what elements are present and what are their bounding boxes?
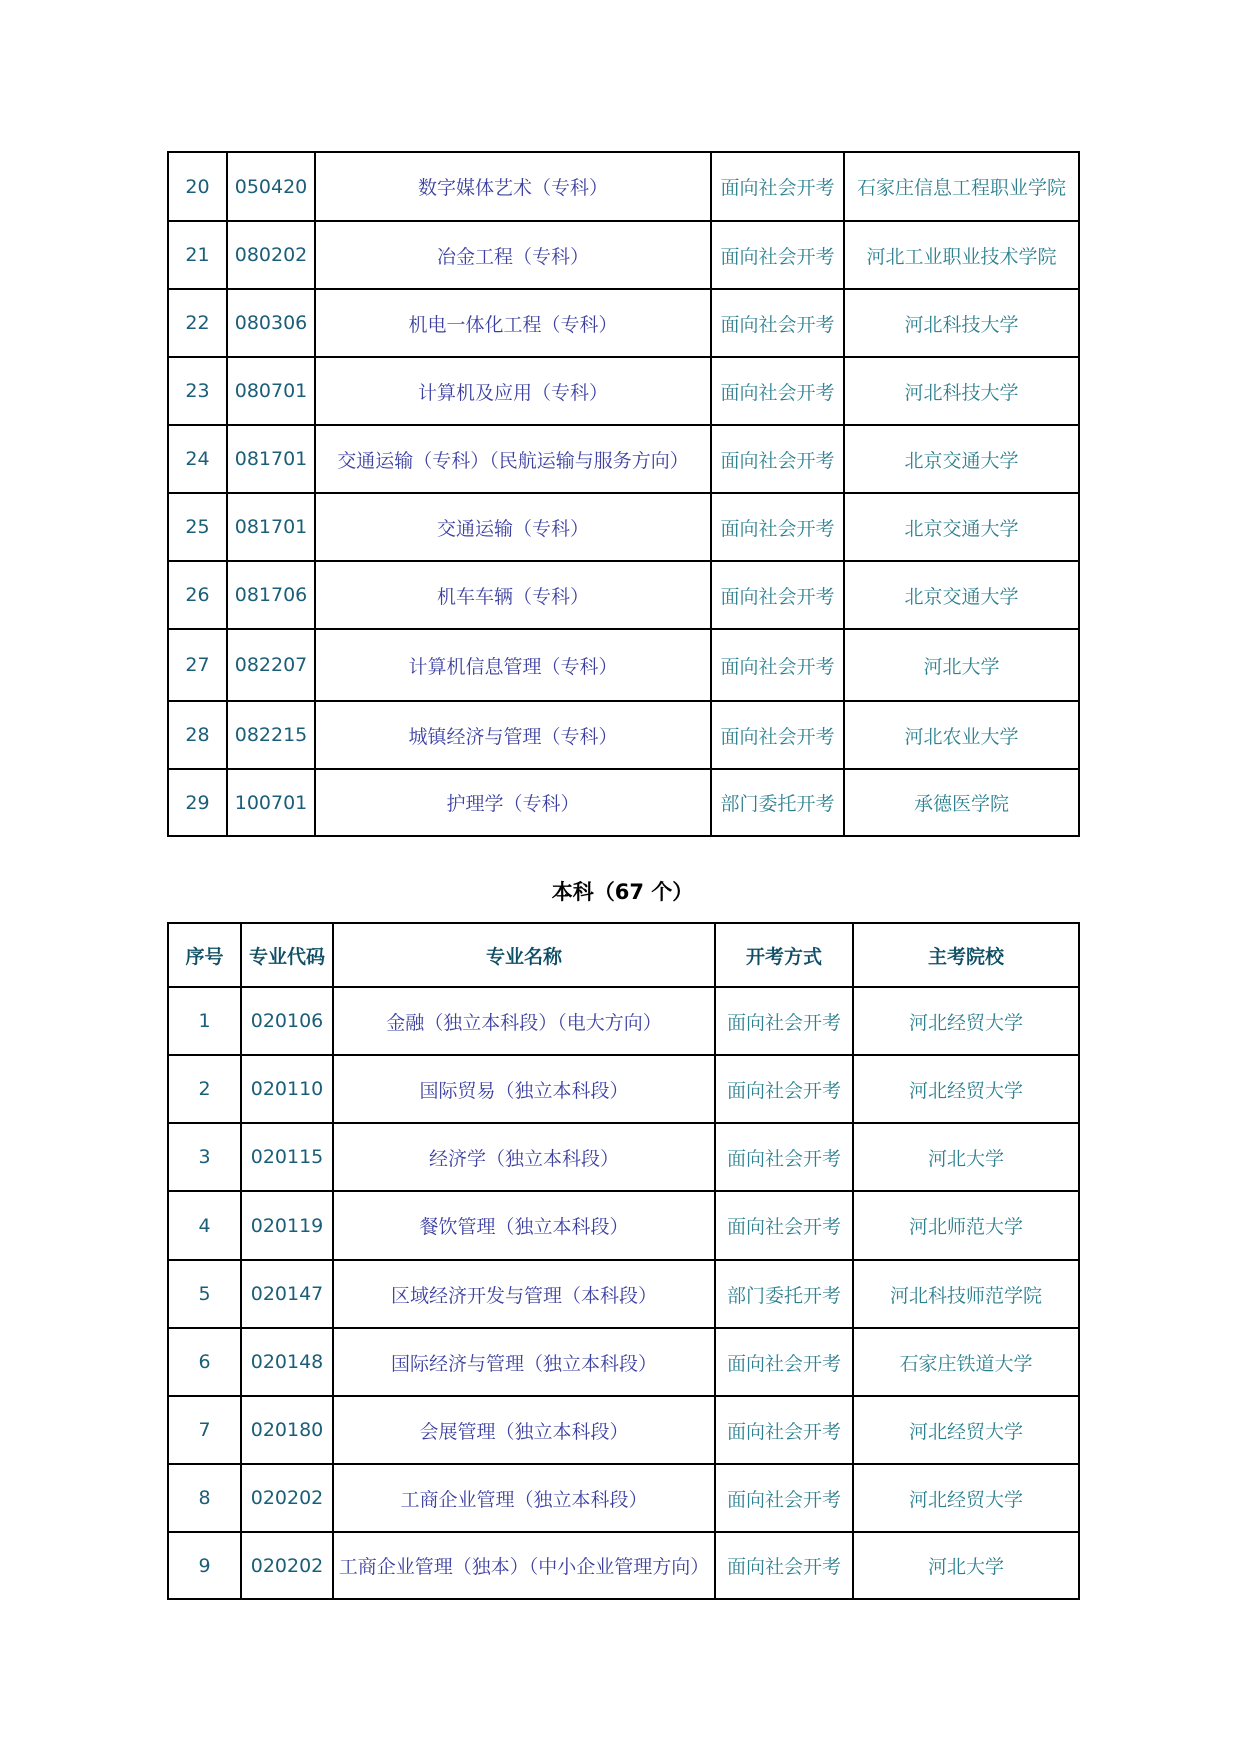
row-index: 2 — [168, 1055, 241, 1123]
specialty-code: 020119 — [241, 1191, 333, 1260]
specialty-table-continued — [167, 151, 1080, 837]
host-institution: 河北大学 — [853, 1532, 1079, 1599]
specialty-code: 082215 — [227, 701, 315, 769]
specialty-name: 机电一体化工程（专科） — [315, 289, 711, 357]
host-institution: 河北经贸大学 — [853, 987, 1079, 1055]
table-row — [168, 1055, 1079, 1123]
row-index: 26 — [168, 561, 227, 629]
table-row — [168, 1260, 1079, 1328]
undergraduate-specialty-table — [167, 922, 1080, 1600]
exam-mode: 面向社会开考 — [711, 152, 844, 221]
specialty-name: 冶金工程（专科） — [315, 221, 711, 289]
table-row — [168, 221, 1079, 289]
row-index: 3 — [168, 1123, 241, 1191]
specialty-code: 050420 — [227, 152, 315, 221]
specialty-code: 081701 — [227, 493, 315, 561]
table-row — [168, 629, 1079, 701]
row-index: 5 — [168, 1260, 241, 1328]
host-institution: 河北科技大学 — [844, 289, 1079, 357]
exam-mode: 面向社会开考 — [711, 629, 844, 701]
table-row — [168, 701, 1079, 769]
specialty-code: 020180 — [241, 1396, 333, 1464]
row-index: 24 — [168, 425, 227, 493]
table-row — [168, 425, 1079, 493]
table-row — [168, 987, 1079, 1055]
host-institution: 河北经贸大学 — [853, 1464, 1079, 1532]
specialty-code: 100701 — [227, 769, 315, 836]
header-name: 专业名称 — [333, 923, 715, 987]
host-institution: 河北大学 — [844, 629, 1079, 701]
specialty-name: 会展管理（独立本科段） — [333, 1396, 715, 1464]
row-index: 29 — [168, 769, 227, 836]
host-institution: 石家庄信息工程职业学院 — [844, 152, 1079, 221]
specialty-code: 082207 — [227, 629, 315, 701]
row-index: 9 — [168, 1532, 241, 1599]
specialty-code: 020110 — [241, 1055, 333, 1123]
exam-mode: 面向社会开考 — [711, 357, 844, 425]
host-institution: 承德医学院 — [844, 769, 1079, 836]
specialty-name: 国际经济与管理（独立本科段） — [333, 1328, 715, 1396]
row-index: 4 — [168, 1191, 241, 1260]
table-row — [168, 561, 1079, 629]
row-index: 27 — [168, 629, 227, 701]
host-institution: 北京交通大学 — [844, 425, 1079, 493]
host-institution: 河北经贸大学 — [853, 1055, 1079, 1123]
specialty-code: 020148 — [241, 1328, 333, 1396]
specialty-code: 020147 — [241, 1260, 333, 1328]
exam-mode: 面向社会开考 — [711, 221, 844, 289]
exam-mode: 面向社会开考 — [711, 493, 844, 561]
header-mode: 开考方式 — [715, 923, 853, 987]
exam-mode: 面向社会开考 — [711, 701, 844, 769]
row-index: 21 — [168, 221, 227, 289]
specialty-name: 区域经济开发与管理（本科段） — [333, 1260, 715, 1328]
row-index: 28 — [168, 701, 227, 769]
row-index: 7 — [168, 1396, 241, 1464]
header-index: 序号 — [168, 923, 241, 987]
specialty-code: 080701 — [227, 357, 315, 425]
specialty-name: 交通运输（专科） — [315, 493, 711, 561]
exam-mode: 面向社会开考 — [711, 425, 844, 493]
specialty-name: 机车车辆（专科） — [315, 561, 711, 629]
host-institution: 河北大学 — [853, 1123, 1079, 1191]
specialty-name: 工商企业管理（独本）（中小企业管理方向） — [333, 1532, 715, 1599]
specialty-name: 数字媒体艺术（专科） — [315, 152, 711, 221]
row-index: 25 — [168, 493, 227, 561]
exam-mode: 部门委托开考 — [715, 1260, 853, 1328]
specialty-name: 工商企业管理（独立本科段） — [333, 1464, 715, 1532]
row-index: 20 — [168, 152, 227, 221]
specialty-name: 护理学（专科） — [315, 769, 711, 836]
table-row — [168, 1532, 1079, 1599]
specialty-code: 080202 — [227, 221, 315, 289]
specialty-code: 020202 — [241, 1532, 333, 1599]
host-institution: 河北农业大学 — [844, 701, 1079, 769]
exam-mode: 面向社会开考 — [715, 1328, 853, 1396]
header-code: 专业代码 — [241, 923, 333, 987]
host-institution: 北京交通大学 — [844, 561, 1079, 629]
exam-mode: 部门委托开考 — [711, 769, 844, 836]
specialty-code: 081706 — [227, 561, 315, 629]
exam-mode: 面向社会开考 — [715, 1055, 853, 1123]
specialty-name: 交通运输（专科）（民航运输与服务方向） — [315, 425, 711, 493]
table-row — [168, 152, 1079, 221]
specialty-code: 020115 — [241, 1123, 333, 1191]
row-index: 22 — [168, 289, 227, 357]
specialty-name: 金融（独立本科段）（电大方向） — [333, 987, 715, 1055]
exam-mode: 面向社会开考 — [715, 1532, 853, 1599]
specialty-code: 020106 — [241, 987, 333, 1055]
specialty-code: 020202 — [241, 1464, 333, 1532]
host-institution: 北京交通大学 — [844, 493, 1079, 561]
host-institution: 河北科技大学 — [844, 357, 1079, 425]
host-institution: 石家庄铁道大学 — [853, 1328, 1079, 1396]
exam-mode: 面向社会开考 — [715, 1123, 853, 1191]
table-header-row — [168, 923, 1079, 987]
exam-mode: 面向社会开考 — [715, 987, 853, 1055]
row-index: 8 — [168, 1464, 241, 1532]
table-row — [168, 289, 1079, 357]
specialty-name: 经济学（独立本科段） — [333, 1123, 715, 1191]
section-title-undergraduate: 本科（67 个） — [551, 880, 694, 904]
specialty-name: 国际贸易（独立本科段） — [333, 1055, 715, 1123]
row-index: 23 — [168, 357, 227, 425]
table-row — [168, 493, 1079, 561]
host-institution: 河北经贸大学 — [853, 1396, 1079, 1464]
table-row — [168, 357, 1079, 425]
specialty-name: 计算机及应用（专科） — [315, 357, 711, 425]
exam-mode: 面向社会开考 — [711, 289, 844, 357]
table-row — [168, 1191, 1079, 1260]
host-institution: 河北工业职业技术学院 — [844, 221, 1079, 289]
specialty-name: 城镇经济与管理（专科） — [315, 701, 711, 769]
table-row — [168, 1328, 1079, 1396]
table-row — [168, 769, 1079, 836]
header-institution: 主考院校 — [853, 923, 1079, 987]
host-institution: 河北师范大学 — [853, 1191, 1079, 1260]
exam-mode: 面向社会开考 — [715, 1464, 853, 1532]
table-row — [168, 1123, 1079, 1191]
table-row — [168, 1464, 1079, 1532]
host-institution: 河北科技师范学院 — [853, 1260, 1079, 1328]
specialty-name: 餐饮管理（独立本科段） — [333, 1191, 715, 1260]
specialty-code: 081701 — [227, 425, 315, 493]
row-index: 1 — [168, 987, 241, 1055]
exam-mode: 面向社会开考 — [711, 561, 844, 629]
specialty-name: 计算机信息管理（专科） — [315, 629, 711, 701]
table-row — [168, 1396, 1079, 1464]
specialty-code: 080306 — [227, 289, 315, 357]
row-index: 6 — [168, 1328, 241, 1396]
exam-mode: 面向社会开考 — [715, 1396, 853, 1464]
exam-mode: 面向社会开考 — [715, 1191, 853, 1260]
